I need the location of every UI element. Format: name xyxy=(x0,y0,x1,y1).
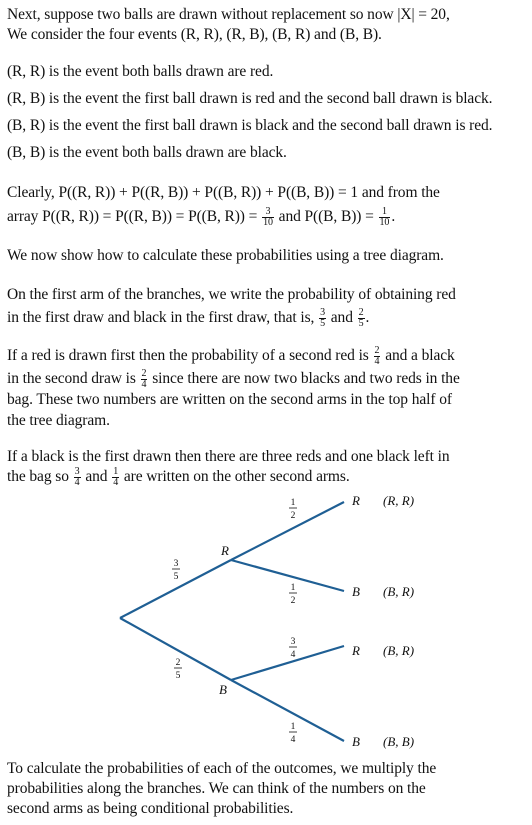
event-rr: (R, R) is the event both balls drawn are red. xyxy=(7,63,274,80)
clearly-line-2: array P((R, R)) = P((R, B)) = P((B, R)) = $\frac{3}{10}$ and P((B, B)) = $\frac{1}{10}$ . xyxy=(7,206,396,228)
branch-black-red xyxy=(231,646,344,680)
red-first-line-3: bag. These two numbers are written on the second arms in the top half of xyxy=(7,391,452,408)
prob-first-red-den: 5 xyxy=(173,572,179,582)
prob-first-black-num: 2 xyxy=(175,658,181,668)
conclusion-line-3: second arms as being conditional probabilities. xyxy=(7,800,294,817)
intro-line-1: Next, suppose two balls are drawn without replacement so now |X| = 20, xyxy=(7,6,450,23)
leaf-1-outcome: (R, R) xyxy=(383,493,415,508)
leaf-3-outcome: (B, R) xyxy=(383,643,415,658)
red-first-line-1: If a red is drawn first then the probability of a second red is $\frac{2}{4}$ and a black xyxy=(7,345,455,367)
prob-br-den: 4 xyxy=(290,650,296,660)
red-first-line-4: the tree diagram. xyxy=(7,412,110,429)
prob-br-num: 3 xyxy=(290,637,296,647)
prob-bb-den: 4 xyxy=(290,735,296,745)
intro-line-2: We consider the four events (R, R), (R, B), (B, R) and (B, B). xyxy=(7,26,382,43)
fraction-two-quarters-a: $\frac{2}{4}$ xyxy=(374,345,380,367)
event-bb: (B, B) is the event both balls drawn are black. xyxy=(7,144,287,161)
fraction-one-quarter: $\frac{1}{4}$ xyxy=(113,466,119,488)
clearly-text-a: array P((R, R)) = P((R, B)) = P((B, R)) = xyxy=(7,208,258,226)
prob-first-black-den: 5 xyxy=(175,671,181,681)
conclusion-line-2: probabilities along the branches. We can think of the numbers on the xyxy=(7,780,426,797)
clearly-text-b: and P((B, B)) = xyxy=(278,208,374,226)
fraction-two-fifths: $\frac{2}{5}$ xyxy=(358,307,364,329)
branch-black-black xyxy=(231,680,344,741)
fraction-one-tenth: $\frac{1}{10}$ xyxy=(379,206,390,228)
node-black-label: B xyxy=(219,682,227,697)
prob-first-red-num: 3 xyxy=(173,559,179,569)
prob-rr-den: 2 xyxy=(290,511,296,521)
leaf-3-draw: R xyxy=(352,643,360,658)
prob-rb-num: 1 xyxy=(290,583,296,593)
fraction-two-quarters-b: $\frac{2}{4}$ xyxy=(141,368,147,390)
fraction-three-tenths: $\frac{3}{10}$ xyxy=(263,206,273,228)
branch-red-red xyxy=(231,502,344,560)
fraction-three-fifths: $\frac{3}{5}$ xyxy=(320,307,325,329)
event-br: (B, R) is the event the first ball drawn is black and the second ball drawn is red. xyxy=(7,117,493,134)
first-arm-line-1: On the first arm of the branches, we write the probability of obtaining red xyxy=(7,286,456,303)
leaf-4-outcome: (B, B) xyxy=(383,734,415,749)
leaf-2-draw: B xyxy=(352,584,360,599)
leaf-4-draw: B xyxy=(352,734,360,749)
black-first-line-1: If a black is the first drawn then there are three reds and one black left in xyxy=(7,448,450,465)
conclusion-line-1: To calculate the probabilities of each of the outcomes, we multiply the xyxy=(7,760,437,777)
prob-bb-num: 1 xyxy=(290,722,296,732)
prob-rb-den: 2 xyxy=(290,596,296,606)
clearly-line-1: Clearly, P((R, R)) + P((R, B)) + P((B, R)) + P((B, B)) = 1 and from the xyxy=(7,184,440,201)
black-first-line-2: the bag so $\frac{3}{4}$ and $\frac{1}{4}$ are written on the other second arms. xyxy=(7,466,350,488)
tree-branches xyxy=(120,502,344,741)
first-arm-line-2: in the first draw and black in the first draw, that is, $\frac{3}{5}$ and $\frac{2}{5}$ . xyxy=(7,307,370,329)
red-first-line-2: in the second draw is $\frac{2}{4}$ since there are now two blacks and two reds in the xyxy=(7,368,460,390)
tree-diagram xyxy=(0,490,532,755)
leaf-1-draw: R xyxy=(352,493,360,508)
branch-red-black xyxy=(231,560,344,591)
prob-rr-num: 1 xyxy=(290,498,296,508)
leaf-2-outcome: (B, R) xyxy=(383,584,415,599)
node-red-label: R xyxy=(221,543,229,558)
event-rb: (R, B) is the event the first ball drawn is red and the second ball drawn is black. xyxy=(7,90,493,107)
tree-intro: We now show how to calculate these probabilities using a tree diagram. xyxy=(7,247,444,264)
fraction-three-quarters: $\frac{3}{4}$ xyxy=(74,466,80,488)
